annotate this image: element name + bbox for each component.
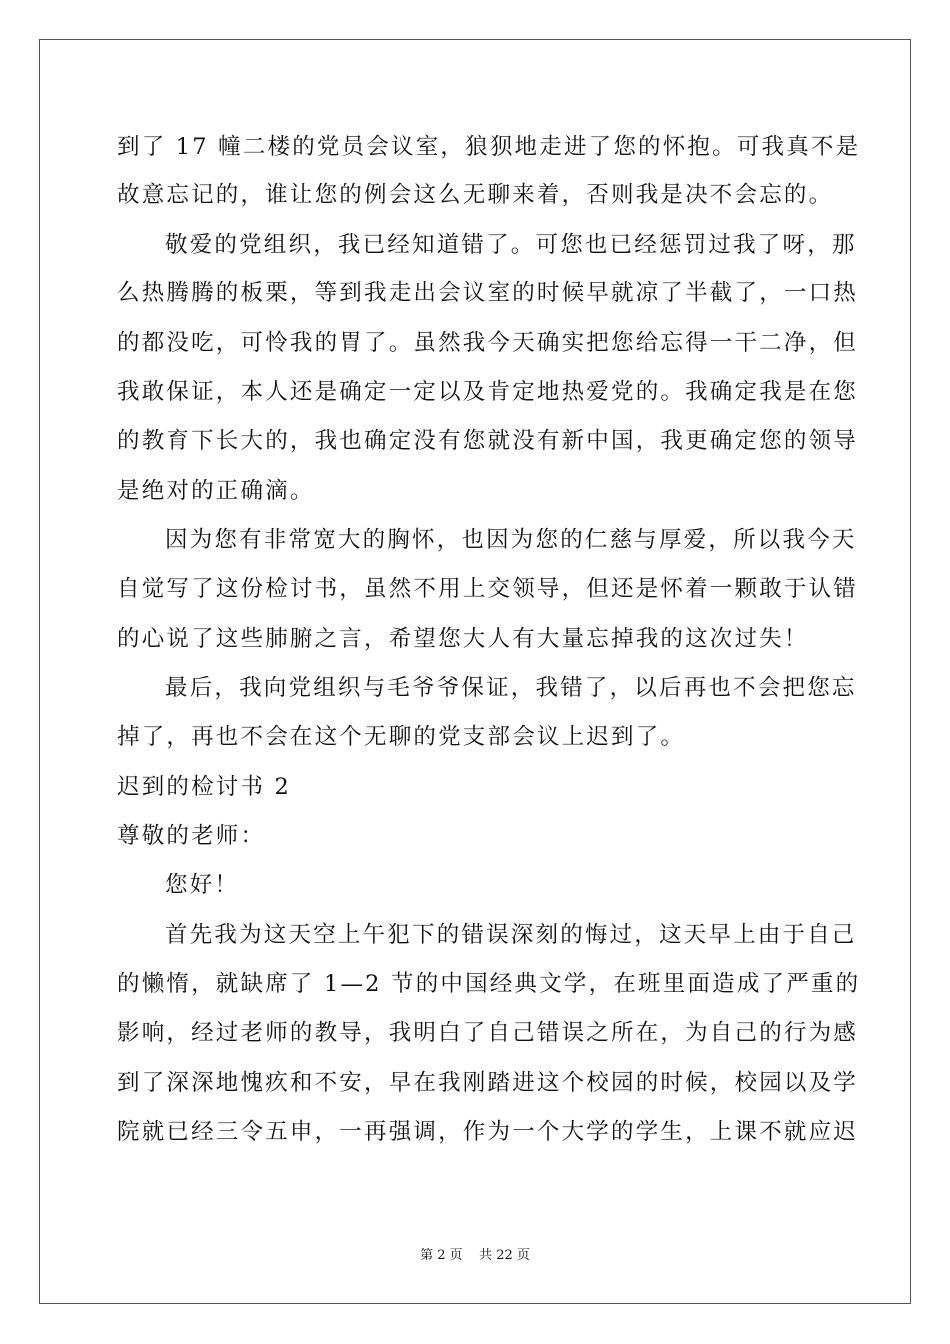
body-line: 敬爱的党组织，我已经知道错了。可您也已经惩罚过我了呀，那 [165,232,857,258]
greeting: 您好！ [165,872,240,898]
body-line: 的都没吃，可怜我的胃了。虽然我今天确实把您给忘得一干二净，但 [117,330,859,356]
body-line: 我敢保证，本人还是确定一定以及肯定地热爱党的。我确定我是在您 [117,379,859,405]
body-line: 故意忘记的，谁让您的例会这么无聊来着，否则我是决不会忘的。 [117,182,834,208]
body-line: 到了深深地愧疚和不安，早在我刚踏进这个校园的时候，校园以及学 [117,1070,859,1096]
body-line: 到了 17 幢二楼的党员会议室，狼狈地走进了您的怀抱。可我真不是 [117,134,861,160]
body-line: 的教育下长大的，我也确定没有您就没有新中国，我更确定您的领导 [117,428,859,454]
body-line: 掉了，再也不会在这个无聊的党支部会议上迟到了。 [117,724,686,750]
body-line: 因为您有非常宽大的胸怀，也因为您的仁慈与厚爱，所以我今天 [165,527,857,553]
body-line: 最后，我向党组织与毛爷爷保证，我错了，以后再也不会把您忘 [165,675,857,701]
body-line: 院就已经三令五申，一再强调，作为一个大学的学生，上课不就应迟 [117,1119,859,1145]
page-number-footer: 第 2 页 共 22 页 [420,1248,530,1263]
body-line: 是绝对的正确滴。 [117,478,315,504]
body-line: 么热腾腾的板栗，等到我走出会议室的时候早就凉了半截了，一口热 [117,280,859,306]
body-line: 自觉写了这份检讨书，虽然不用上交领导，但还是怀着一颗敢于认错 [117,576,859,602]
body-line: 的心说了这些肺腑之言，希望您大人有大量忘掉我的这次过失！ [117,626,809,652]
salutation: 尊敬的老师： [117,823,266,849]
body-line: 首先我为这天空上午犯下的错误深刻的悔过，这天早上由于自己 [165,922,857,948]
section-title: 迟到的检讨书 2 [117,774,292,800]
body-line: 影响，经过老师的教导，我明白了自己错误之所在，为自己的行为感 [117,1020,859,1046]
body-line: 的懒惰，就缺席了 1—2 节的中国经典文学，在班里面造成了严重的 [117,971,861,997]
